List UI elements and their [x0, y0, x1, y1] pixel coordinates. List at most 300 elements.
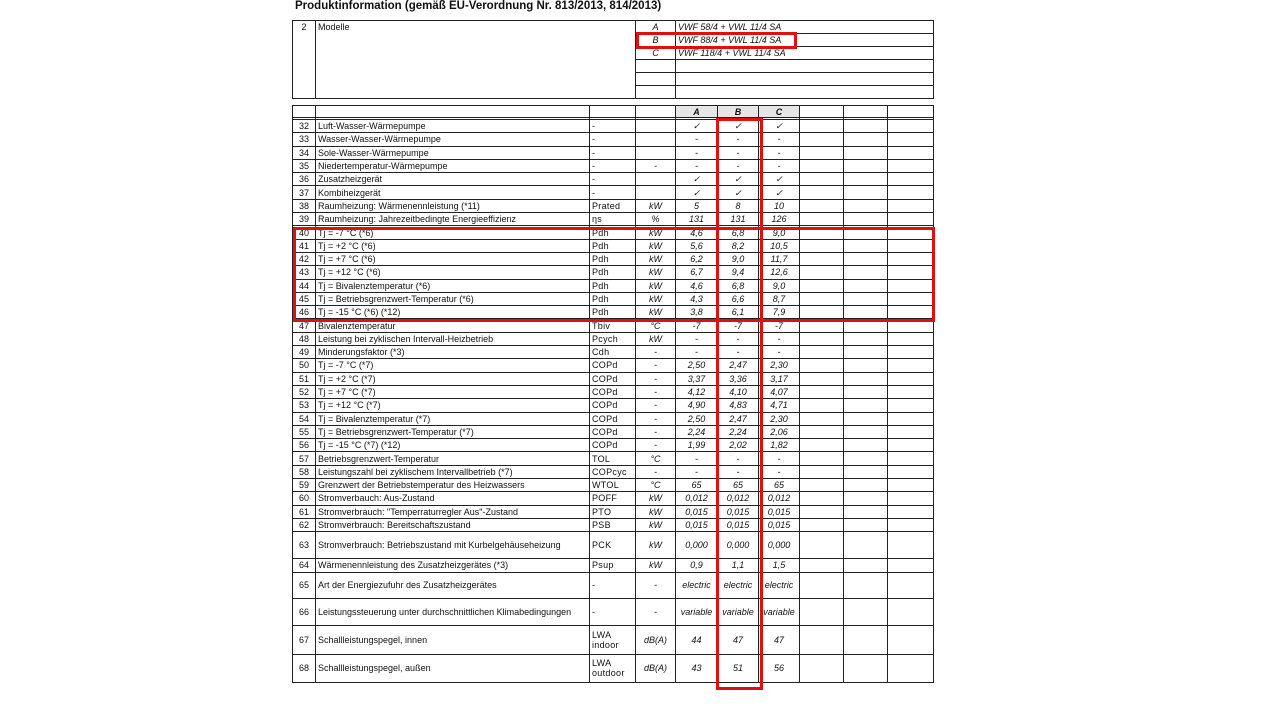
row-number: 45 — [293, 292, 316, 305]
value-c: ✓ — [759, 173, 800, 186]
row-unit: - — [636, 465, 676, 478]
row-unit: kW — [636, 332, 676, 345]
value-b: - — [718, 332, 759, 345]
spec-row — [293, 292, 934, 305]
row-label: Tj = +2 °C (*7) — [316, 372, 590, 385]
row-unit: °C — [636, 452, 676, 465]
model-name — [676, 60, 934, 73]
empty-cell — [800, 159, 844, 172]
empty-cell — [800, 146, 844, 159]
row-number: 64 — [293, 559, 316, 572]
empty-cell — [888, 399, 934, 412]
value-b: 0,015 — [718, 505, 759, 518]
header-blank-cell — [590, 106, 636, 118]
header-blank-cell — [800, 106, 844, 118]
row-number: 38 — [293, 199, 316, 212]
row-label: Leistungszahl bei zyklischem Intervallbetrieb (*7) — [316, 465, 590, 478]
row-label: Schallleistungspegel, innen — [316, 625, 590, 654]
value-c: 12,6 — [759, 266, 800, 279]
row-number: 39 — [293, 213, 316, 226]
value-c: ✓ — [759, 120, 800, 133]
empty-cell — [844, 479, 888, 492]
value-b: - — [718, 159, 759, 172]
empty-cell — [844, 425, 888, 438]
row-label: Kombiheizgerät — [316, 186, 590, 199]
value-c: 0,000 — [759, 532, 800, 559]
value-b: variable — [718, 598, 759, 625]
row-label: Tj = -15 °C (*7) (*12) — [316, 439, 590, 452]
row-label: Stromverbrauch: Bereitschaftszustand — [316, 518, 590, 531]
empty-cell — [800, 518, 844, 531]
empty-cell — [888, 505, 934, 518]
row-label: Tj = Bivalenztemperatur (*6) — [316, 279, 590, 292]
spec-row — [293, 306, 934, 319]
empty-cell — [844, 385, 888, 398]
value-a: - — [676, 159, 718, 172]
empty-cell — [800, 479, 844, 492]
row-unit — [636, 133, 676, 146]
row-symbol: PSB — [590, 518, 636, 531]
row-symbol: Pdh — [590, 306, 636, 319]
empty-cell — [844, 359, 888, 372]
empty-cell — [844, 186, 888, 199]
value-b: 2,47 — [718, 412, 759, 425]
row-label: Tj = +12 °C (*6) — [316, 266, 590, 279]
row-unit — [636, 173, 676, 186]
value-a: 6,2 — [676, 252, 718, 265]
value-c: 1,5 — [759, 559, 800, 572]
row-unit: kW — [636, 306, 676, 319]
row-unit — [636, 146, 676, 159]
empty-cell — [888, 625, 934, 654]
column-header-b: B — [718, 106, 759, 118]
row-symbol: - — [590, 159, 636, 172]
empty-cell — [844, 266, 888, 279]
row-label: Leistung bei zyklischen Intervall-Heizbetrieb — [316, 332, 590, 345]
row-number: 33 — [293, 133, 316, 146]
row-symbol: COPd — [590, 359, 636, 372]
row-label: Zusatzheizgerät — [316, 173, 590, 186]
value-c: - — [759, 332, 800, 345]
empty-cell — [888, 492, 934, 505]
empty-cell — [844, 505, 888, 518]
row-unit: kW — [636, 199, 676, 212]
spec-row — [293, 199, 934, 212]
value-a: 44 — [676, 625, 718, 654]
value-c: - — [759, 452, 800, 465]
value-b: - — [718, 146, 759, 159]
empty-cell — [888, 654, 934, 682]
model-name — [676, 73, 934, 86]
row-unit — [636, 120, 676, 133]
spec-row — [293, 252, 934, 265]
row-number: 65 — [293, 572, 316, 598]
row-symbol: - — [590, 146, 636, 159]
value-c: 0,015 — [759, 505, 800, 518]
row-unit: - — [636, 412, 676, 425]
empty-cell — [888, 559, 934, 572]
row-symbol: COPd — [590, 425, 636, 438]
spec-row — [293, 439, 934, 452]
row-symbol: Pdh — [590, 279, 636, 292]
row-unit: kW — [636, 252, 676, 265]
value-a: 4,3 — [676, 292, 718, 305]
value-a: - — [676, 146, 718, 159]
model-key — [636, 86, 676, 99]
value-a: 2,50 — [676, 412, 718, 425]
value-a: ✓ — [676, 120, 718, 133]
model-key: A — [636, 21, 676, 34]
value-b: 6,8 — [718, 279, 759, 292]
value-a: 5,6 — [676, 239, 718, 252]
spec-row — [293, 332, 934, 345]
row-number: 47 — [293, 319, 316, 332]
row-unit: - — [636, 598, 676, 625]
value-b: 3,36 — [718, 372, 759, 385]
empty-cell — [888, 213, 934, 226]
row-symbol: ηs — [590, 213, 636, 226]
row-label: Wärmenennleistung des Zusatzheizgerätes (*3) — [316, 559, 590, 572]
row-number: 51 — [293, 372, 316, 385]
empty-cell — [888, 159, 934, 172]
row-number: 34 — [293, 146, 316, 159]
spec-row — [293, 120, 934, 133]
row-label: Stromverbauch: Aus-Zustand — [316, 492, 590, 505]
spec-row — [293, 559, 934, 572]
value-c: ✓ — [759, 186, 800, 199]
model-name: VWF 118/4 + VWL 11/4 SA — [676, 47, 934, 60]
value-a: 4,90 — [676, 399, 718, 412]
empty-cell — [800, 452, 844, 465]
value-b: 65 — [718, 479, 759, 492]
empty-cell — [844, 292, 888, 305]
row-symbol: Pdh — [590, 292, 636, 305]
row-unit: °C — [636, 319, 676, 332]
empty-cell — [800, 346, 844, 359]
model-name: VWF 88/4 + VWL 11/4 SA — [676, 34, 934, 47]
row-symbol: Prated — [590, 199, 636, 212]
row-label: Tj = -7 °C (*6) — [316, 226, 590, 239]
empty-cell — [800, 239, 844, 252]
empty-cell — [888, 292, 934, 305]
empty-cell — [844, 120, 888, 133]
spec-row — [293, 425, 934, 438]
empty-cell — [800, 492, 844, 505]
column-header-a: A — [676, 106, 718, 118]
row-unit: - — [636, 359, 676, 372]
row-label: Raumheizung: Wärmenennleistung (*11) — [316, 199, 590, 212]
empty-cell — [800, 199, 844, 212]
row-symbol: PTO — [590, 505, 636, 518]
value-b: ✓ — [718, 173, 759, 186]
spec-row — [293, 412, 934, 425]
row-symbol: PCK — [590, 532, 636, 559]
row-symbol: Pdh — [590, 226, 636, 239]
empty-cell — [888, 518, 934, 531]
value-b: 1,1 — [718, 559, 759, 572]
value-c: - — [759, 146, 800, 159]
row-symbol: Psup — [590, 559, 636, 572]
empty-cell — [888, 199, 934, 212]
row-label: Tj = +2 °C (*6) — [316, 239, 590, 252]
row-unit: kW — [636, 532, 676, 559]
value-c: 0,012 — [759, 492, 800, 505]
empty-cell — [844, 173, 888, 186]
row-symbol: COPd — [590, 372, 636, 385]
spec-row — [293, 479, 934, 492]
spec-row — [293, 492, 934, 505]
spec-row — [293, 359, 934, 372]
empty-cell — [888, 572, 934, 598]
empty-cell — [800, 598, 844, 625]
empty-cell — [844, 532, 888, 559]
value-a: 0,9 — [676, 559, 718, 572]
value-b: 0,012 — [718, 492, 759, 505]
empty-cell — [888, 412, 934, 425]
model-row — [293, 21, 934, 34]
value-b: 47 — [718, 625, 759, 654]
row-number: 48 — [293, 332, 316, 345]
value-c: 4,07 — [759, 385, 800, 398]
empty-cell — [800, 266, 844, 279]
row-number: 37 — [293, 186, 316, 199]
empty-cell — [800, 399, 844, 412]
empty-cell — [800, 279, 844, 292]
spec-row — [293, 625, 934, 654]
row-number: 35 — [293, 159, 316, 172]
empty-cell — [800, 532, 844, 559]
row-symbol: LWA outdoor — [590, 654, 636, 682]
empty-cell — [844, 412, 888, 425]
spec-row — [293, 505, 934, 518]
empty-cell — [800, 559, 844, 572]
row-unit: - — [636, 385, 676, 398]
row-unit: kW — [636, 292, 676, 305]
spec-row — [293, 598, 934, 625]
value-c: 56 — [759, 654, 800, 682]
row-symbol: Pdh — [590, 266, 636, 279]
spec-row — [293, 399, 934, 412]
value-c: - — [759, 346, 800, 359]
empty-cell — [844, 213, 888, 226]
value-a: 5 — [676, 199, 718, 212]
column-header-row — [293, 106, 934, 118]
row-label: Leistungssteuerung unter durchschnittlichen Klimabedingungen — [316, 598, 590, 625]
spec-row — [293, 279, 934, 292]
row-label: Stromverbrauch: Betriebszustand mit Kurbelgehäuseheizung — [316, 532, 590, 559]
row-label: Tj = +7 °C (*6) — [316, 252, 590, 265]
value-b: - — [718, 346, 759, 359]
spec-row — [293, 465, 934, 478]
row-unit: - — [636, 439, 676, 452]
value-a: 2,24 — [676, 425, 718, 438]
spec-row — [293, 133, 934, 146]
row-number: 42 — [293, 252, 316, 265]
models-table — [292, 20, 934, 99]
row-label: Betriebsgrenzwert-Temperatur — [316, 452, 590, 465]
empty-cell — [888, 452, 934, 465]
empty-cell — [844, 439, 888, 452]
row-label: Tj = Betriebsgrenzwert-Temperatur (*7) — [316, 425, 590, 438]
document-title: Produktinformation (gemäß EU-Verordnung Nr. 813/2013, 814/2013) — [295, 0, 662, 12]
value-c: 4,71 — [759, 399, 800, 412]
spec-row — [293, 159, 934, 172]
value-a: - — [676, 133, 718, 146]
row-label: Tj = +12 °C (*7) — [316, 399, 590, 412]
empty-cell — [844, 279, 888, 292]
value-c: 2,06 — [759, 425, 800, 438]
empty-cell — [800, 654, 844, 682]
spec-row — [293, 385, 934, 398]
empty-cell — [800, 625, 844, 654]
value-a: 0,012 — [676, 492, 718, 505]
spec-row — [293, 346, 934, 359]
value-a: 43 — [676, 654, 718, 682]
row-symbol: Pdh — [590, 239, 636, 252]
row-unit: - — [636, 372, 676, 385]
empty-cell — [888, 479, 934, 492]
empty-cell — [844, 518, 888, 531]
value-c: 0,015 — [759, 518, 800, 531]
value-a: variable — [676, 598, 718, 625]
empty-cell — [800, 306, 844, 319]
empty-cell — [844, 598, 888, 625]
empty-cell — [800, 319, 844, 332]
empty-cell — [800, 226, 844, 239]
value-a: 131 — [676, 213, 718, 226]
row-label: Tj = +7 °C (*7) — [316, 385, 590, 398]
empty-cell — [800, 359, 844, 372]
empty-cell — [888, 133, 934, 146]
row-label: Art der Energiezufuhr des Zusatzheizgerätes — [316, 572, 590, 598]
header-blank-cell — [888, 106, 934, 118]
row-unit: dB(A) — [636, 625, 676, 654]
row-symbol: - — [590, 120, 636, 133]
empty-cell — [888, 266, 934, 279]
empty-cell — [844, 226, 888, 239]
empty-cell — [800, 292, 844, 305]
value-b: - — [718, 452, 759, 465]
row-label: Niedertemperatur-Wärmepumpe — [316, 159, 590, 172]
row-symbol: - — [590, 133, 636, 146]
value-b: 0,000 — [718, 532, 759, 559]
empty-cell — [800, 425, 844, 438]
row-unit: kW — [636, 239, 676, 252]
spec-row — [293, 146, 934, 159]
empty-cell — [800, 572, 844, 598]
empty-cell — [844, 399, 888, 412]
empty-cell — [844, 159, 888, 172]
value-b: 6,1 — [718, 306, 759, 319]
empty-cell — [844, 572, 888, 598]
value-c: 9,0 — [759, 279, 800, 292]
model-key — [636, 73, 676, 86]
value-c: 47 — [759, 625, 800, 654]
model-key: C — [636, 47, 676, 60]
value-b: 0,015 — [718, 518, 759, 531]
value-a: 65 — [676, 479, 718, 492]
value-c: variable — [759, 598, 800, 625]
empty-cell — [800, 372, 844, 385]
empty-cell — [888, 120, 934, 133]
empty-cell — [888, 239, 934, 252]
empty-cell — [888, 226, 934, 239]
empty-cell — [888, 252, 934, 265]
row-symbol: - — [590, 598, 636, 625]
row-number: 61 — [293, 505, 316, 518]
value-c: 65 — [759, 479, 800, 492]
value-b: 2,47 — [718, 359, 759, 372]
empty-cell — [888, 186, 934, 199]
row-number: 55 — [293, 425, 316, 438]
row-number: 62 — [293, 518, 316, 531]
value-b: -7 — [718, 319, 759, 332]
row-label: Minderungsfaktor (*3) — [316, 346, 590, 359]
empty-cell — [888, 319, 934, 332]
row-symbol: Tbiv — [590, 319, 636, 332]
row-symbol: WTOL — [590, 479, 636, 492]
empty-cell — [844, 492, 888, 505]
value-b: ✓ — [718, 120, 759, 133]
value-b: 51 — [718, 654, 759, 682]
row-label: Tj = -7 °C (*7) — [316, 359, 590, 372]
empty-cell — [888, 279, 934, 292]
row-unit: kW — [636, 518, 676, 531]
empty-cell — [844, 146, 888, 159]
empty-cell — [888, 306, 934, 319]
row-symbol: Pdh — [590, 252, 636, 265]
empty-cell — [844, 559, 888, 572]
header-blank-cell — [844, 106, 888, 118]
value-c: 1,82 — [759, 439, 800, 452]
value-c: 8,7 — [759, 292, 800, 305]
empty-cell — [844, 625, 888, 654]
empty-cell — [844, 465, 888, 478]
value-a: 0,000 — [676, 532, 718, 559]
spec-row — [293, 572, 934, 598]
value-a: 4,6 — [676, 226, 718, 239]
value-b: 2,24 — [718, 425, 759, 438]
row-number: 57 — [293, 452, 316, 465]
row-number: 58 — [293, 465, 316, 478]
row-number: 56 — [293, 439, 316, 452]
row-symbol: POFF — [590, 492, 636, 505]
value-a: 2,50 — [676, 359, 718, 372]
value-c: - — [759, 159, 800, 172]
spec-row — [293, 266, 934, 279]
value-b: 4,10 — [718, 385, 759, 398]
row-number: 67 — [293, 625, 316, 654]
spec-row — [293, 173, 934, 186]
row-number: 63 — [293, 532, 316, 559]
row-unit: kW — [636, 492, 676, 505]
header-blank-cell — [316, 106, 590, 118]
value-b: - — [718, 133, 759, 146]
row-label: Bivalenztemperatur — [316, 319, 590, 332]
spec-row — [293, 372, 934, 385]
row-number: 44 — [293, 279, 316, 292]
value-a: 4,12 — [676, 385, 718, 398]
row-unit: kW — [636, 505, 676, 518]
value-b: ✓ — [718, 186, 759, 199]
value-c: 10,5 — [759, 239, 800, 252]
empty-cell — [844, 319, 888, 332]
row-unit: °C — [636, 479, 676, 492]
row-symbol: COPd — [590, 399, 636, 412]
spec-row — [293, 452, 934, 465]
value-b: 9,0 — [718, 252, 759, 265]
value-c: 2,30 — [759, 359, 800, 372]
